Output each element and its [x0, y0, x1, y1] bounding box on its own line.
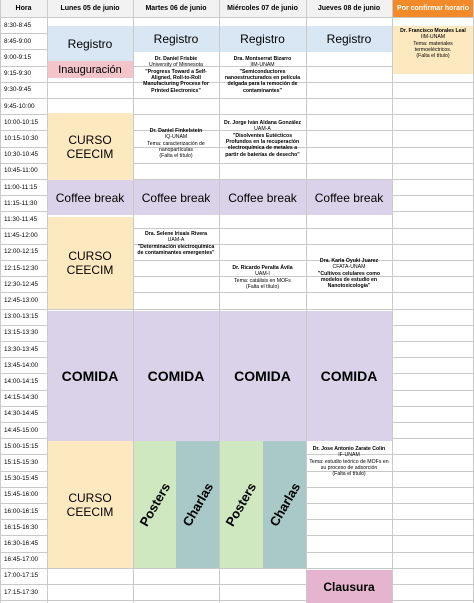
speaker-name: Dr. Ricardo Peralta Ávila — [232, 265, 293, 271]
talk-topic: Tema: estudio teórico de MOFs en su proceso de adsorción — [309, 458, 389, 472]
talk-oyuki — [306, 256, 392, 310]
time-slot: 13:30-13:45 — [4, 345, 39, 353]
time-slot: 14:15-14:30 — [4, 394, 39, 402]
charlas-miercoles — [263, 441, 306, 568]
coffee-martes: Coffee break — [133, 180, 219, 215]
time-slot: 11:45-12:00 — [4, 232, 38, 240]
registro-miercoles: Registro — [219, 26, 306, 52]
time-slot: 13:00-13:15 — [4, 313, 39, 321]
speaker-name: Dr. Jorge Iván Aldana González — [223, 120, 302, 126]
speaker-name: Dr. Daniel Frisbie — [154, 56, 198, 62]
talk-irisais — [133, 229, 219, 265]
time-slot: 9:30-9:45 — [4, 86, 32, 94]
grid-line — [219, 0, 220, 603]
registro-martes: Registro — [133, 26, 219, 52]
posters-label: Posters — [136, 480, 173, 529]
talk-peralta — [219, 263, 306, 303]
speaker-name: Dra. Montserrat Bizarro — [233, 56, 292, 62]
registro-lunes: Registro — [47, 26, 133, 61]
inauguracion-block: Inauguración — [47, 61, 133, 78]
curso-block-3 — [47, 441, 133, 568]
speaker-name: Dr. Jose Antonio Zarate Colín — [312, 446, 386, 452]
comida-martes: COMIDA — [133, 311, 219, 441]
registro-jueves: Registro — [306, 26, 392, 52]
time-slot: 12:45-13:00 — [4, 296, 39, 304]
charlas-label: Charlas — [179, 480, 216, 529]
charlas-label: Charlas — [266, 480, 303, 529]
time-slot: 8:30-8:45 — [4, 21, 32, 29]
time-slot: 10:15-10:30 — [4, 134, 39, 142]
time-slot: 11:00-11:15 — [4, 183, 38, 191]
time-slot: 16:15-16:30 — [4, 523, 39, 531]
talk-frisbie — [133, 54, 219, 110]
grid-line — [133, 0, 134, 603]
talk-title: "Semiconductores nanoestructurados en película delgada para la remoción de contaminantes" — [224, 68, 301, 94]
curso-label: CEECIM — [66, 146, 114, 161]
grid-line — [0, 17, 474, 18]
grid-line — [306, 0, 307, 603]
time-slot: 8:45-9:00 — [4, 37, 32, 45]
header-lunes: Lunes 05 de junio — [47, 0, 133, 17]
time-slot: 16:00-16:15 — [4, 507, 39, 515]
time-slot: 14:00-14:15 — [4, 377, 39, 385]
speaker-name: Dra. Karla Oyuki Juarez — [319, 258, 379, 264]
coffee-jueves: Coffee break — [306, 180, 392, 215]
coffee-miercoles: Coffee break — [219, 180, 306, 215]
grid-line — [47, 0, 48, 603]
clausura-block: Clausura — [306, 570, 392, 603]
curso-block-1 — [47, 113, 133, 180]
header-miercoles: Miércoles 07 de junio — [219, 0, 306, 17]
speaker-affiliation: UAM-I — [255, 271, 270, 278]
talk-title: "Progress Toward a Self-Aligned, Roll-to-Roll Manufacturing Process for Printed Electronics" — [143, 68, 209, 94]
speaker-affiliation: IIM-UNAM — [250, 62, 275, 69]
time-slot: 11:15-11:30 — [4, 199, 38, 207]
time-slot: 12:15-12:30 — [4, 264, 39, 272]
talk-topic: Tema: catálisis en MOFs — [234, 277, 291, 284]
posters-martes — [133, 441, 176, 568]
curso-block-2 — [47, 217, 133, 309]
grid-line — [0, 584, 474, 585]
comida-jueves: COMIDA — [306, 311, 392, 441]
speaker-name: Dr. Daniel Finkelstein — [149, 128, 203, 134]
posters-label: Posters — [222, 480, 260, 529]
time-slot: 15:00-15:15 — [4, 442, 39, 450]
header-pending: Por confirmar horario — [392, 0, 474, 17]
time-slot: 10:00-10:15 — [4, 118, 39, 126]
time-slot: 9:00-9:15 — [4, 53, 32, 61]
talk-title: "Cultivos celulares como modelos de estudio en Nanotoxicología" — [317, 270, 381, 290]
comida-miercoles: COMIDA — [219, 311, 306, 441]
time-slot: 15:30-15:45 — [4, 475, 39, 483]
talk-title: "Determinación electroquímica de contaminantes emergentes" — [137, 243, 215, 257]
title-missing-note: (Falta el título) — [245, 284, 280, 291]
grid-line — [0, 600, 474, 601]
time-slot: 17:15-17:30 — [4, 588, 39, 596]
title-missing-note: (Falta el título) — [332, 471, 366, 478]
talk-finkelstein — [133, 126, 219, 176]
time-slot: 13:45-14:00 — [4, 361, 39, 369]
time-slot: 12:30-12:45 — [4, 280, 39, 288]
coffee-lunes: Coffee break — [47, 180, 133, 215]
speaker-affiliation: UAM-A — [167, 237, 185, 244]
curso-label: CURSO — [68, 132, 112, 147]
header-martes: Martes 06 de junio — [133, 0, 219, 17]
title-missing-note: (Falta el título) — [159, 153, 193, 160]
curso-label: CURSO — [68, 249, 112, 263]
talk-topic: Tema: caracterización de nanopartículas — [147, 140, 205, 154]
talk-title: "Disolventes Eutécticos Profundos en la recuperación electroquímica de metales a partir de baterías de desecho" — [225, 132, 300, 158]
curso-label: CURSO — [68, 490, 112, 505]
header-hora: Hora — [0, 0, 47, 17]
talk-aldana — [219, 118, 306, 180]
speaker-affiliation: IIM-UNAM — [420, 34, 446, 41]
posters-miercoles — [219, 441, 263, 568]
speaker-affiliation: UAM-A — [254, 126, 271, 133]
curso-label: CEECIM — [66, 504, 114, 519]
time-slot: 16:45-17:00 — [4, 556, 39, 564]
time-slot: 16:30-16:45 — [4, 539, 39, 547]
time-slot: 15:45-16:00 — [4, 491, 39, 499]
talk-morales — [392, 26, 474, 74]
comida-lunes: COMIDA — [47, 311, 133, 441]
time-slot: 9:15-9:30 — [4, 70, 32, 78]
time-slot: 14:30-14:45 — [4, 410, 39, 418]
curso-label: CEECIM — [66, 263, 114, 277]
charlas-martes — [176, 441, 219, 568]
time-slot: 10:30-10:45 — [4, 151, 39, 159]
time-slot: 17:00-17:15 — [4, 572, 39, 580]
speaker-affiliation: CFATA-UNAM — [332, 264, 366, 271]
talk-bizarro — [219, 54, 306, 110]
grid-line — [0, 0, 1, 603]
time-slot: 11:30-11:45 — [4, 215, 38, 223]
speaker-affiliation: IF-UNAM — [338, 452, 360, 459]
time-slot: 10:45-11:00 — [4, 167, 38, 175]
time-slot: 13:15-13:30 — [4, 329, 39, 337]
speaker-affiliation: University of Minnesota — [149, 62, 203, 69]
speaker-name: Dra. Selene Irisais Rivera — [145, 231, 207, 237]
time-slot: 15:15-15:30 — [4, 458, 39, 466]
time-slot: 12:00-12:15 — [4, 248, 39, 256]
time-slot: 14:45-15:00 — [4, 426, 39, 434]
grid-line — [392, 0, 393, 603]
talk-topic: Tema: materiales termoeléctricos. — [413, 40, 453, 54]
speaker-name: Dr. Francisco Morales Leal — [400, 28, 466, 34]
talk-zarate — [306, 444, 392, 500]
speaker-affiliation: IQ-UNAM — [164, 134, 188, 141]
header-jueves: Jueves 08 de junio — [306, 0, 392, 17]
time-slot: 9:45-10:00 — [4, 102, 35, 110]
title-missing-note: (Falta el título) — [416, 53, 450, 60]
